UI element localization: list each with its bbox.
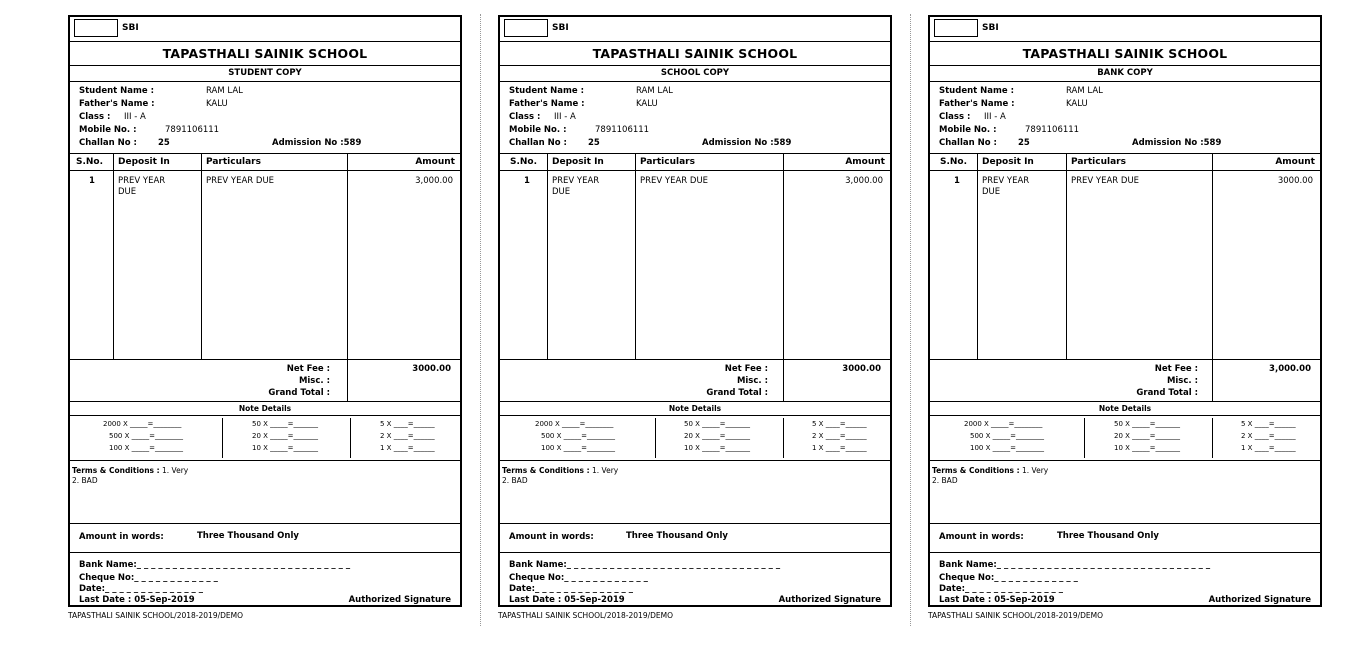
grand-total-label: Grand Total :	[268, 388, 330, 398]
note-50: 50 X _____=_______	[252, 420, 319, 428]
amount-words-section	[70, 524, 460, 553]
row-particulars: PREV YEAR DUE	[640, 176, 709, 186]
cheque-label: Cheque No:	[79, 573, 135, 583]
col-amount-header: Amount	[845, 157, 885, 167]
bank-name: SBI	[552, 23, 569, 33]
student-info	[70, 82, 460, 154]
bank-details-section	[930, 553, 1320, 608]
note-50: 50 X _____=_______	[684, 420, 751, 428]
student-name-label: Student Name :	[79, 86, 154, 96]
net-fee-value: 3,000.00	[1269, 364, 1311, 374]
admission-value: 589	[773, 138, 792, 148]
table-header	[500, 154, 890, 171]
row-deposit-line1: PREV YEAR	[552, 176, 600, 186]
bank-header	[70, 17, 460, 42]
last-date-label: Last Date :	[79, 595, 132, 605]
table-row	[500, 171, 890, 360]
cheque-blank: _ _ _ _ _ _ _ _ _ _ _ _	[564, 573, 648, 583]
footer-text: TAPASTHALI SAINIK SCHOOL/2018-2019/DEMO	[928, 611, 1104, 620]
note-500: 500 X _____=________	[541, 432, 615, 440]
date-label: Date:	[939, 584, 966, 594]
date-blank: _ _ _ _ _ _ _ _ _ _ _ _ _ _	[105, 584, 204, 594]
admission-label: Admission No :	[702, 138, 774, 148]
amount-words-section	[500, 524, 890, 553]
bank-logo-box	[504, 19, 548, 37]
challan-box	[498, 15, 892, 607]
note-1: 1 X ____=______	[380, 444, 435, 452]
terms-label: Terms & Conditions :	[932, 466, 1020, 475]
terms-line1: 1. Very	[592, 466, 619, 475]
net-fee-label: Net Fee :	[724, 364, 768, 374]
amount-words-value: Three Thousand Only	[626, 531, 728, 541]
date-blank: _ _ _ _ _ _ _ _ _ _ _ _ _ _	[965, 584, 1064, 594]
father-name-label: Father's Name :	[939, 99, 1015, 109]
row-amount: 3,000.00	[415, 176, 453, 186]
note-details-heading: Note Details	[70, 402, 460, 416]
terms-line1: 1. Very	[162, 466, 189, 475]
admission-value: 589	[343, 138, 362, 148]
father-name-label: Father's Name :	[509, 99, 585, 109]
note-details-heading: Note Details	[930, 402, 1320, 416]
note-100: 100 X _____=________	[109, 444, 183, 452]
class-value: III - A	[984, 112, 1006, 122]
terms-label: Terms & Conditions :	[72, 466, 160, 475]
footer-text: TAPASTHALI SAINIK SCHOOL/2018-2019/DEMO	[68, 611, 244, 620]
school-name: TAPASTHALI SAINIK SCHOOL	[70, 42, 460, 66]
mobile-value: 7891106111	[165, 125, 220, 135]
col-particulars-header: Particulars	[640, 157, 695, 167]
amount-words-label: Amount in words:	[939, 532, 1024, 542]
row-deposit-line2: DUE	[118, 187, 137, 197]
totals-section	[70, 360, 460, 402]
col-deposit-header: Deposit In	[118, 157, 170, 167]
row-amount: 3,000.00	[845, 176, 883, 186]
mobile-value: 7891106111	[595, 125, 650, 135]
copy-label: BANK COPY	[930, 66, 1320, 82]
terms-label: Terms & Conditions :	[502, 466, 590, 475]
bank-details-section	[500, 553, 890, 608]
class-label: Class :	[509, 112, 541, 122]
father-name-value: KALU	[1066, 99, 1088, 109]
note-500: 500 X _____=________	[109, 432, 183, 440]
class-value: III - A	[124, 112, 146, 122]
row-amount: 3000.00	[1277, 176, 1313, 186]
mobile-label: Mobile No. :	[939, 125, 997, 135]
note-1: 1 X ____=______	[1241, 444, 1296, 452]
col-particulars-header: Particulars	[1071, 157, 1126, 167]
row-sno: 1	[524, 176, 530, 186]
note-2: 2 X ____=______	[380, 432, 435, 440]
copy-label: SCHOOL COPY	[500, 66, 890, 82]
bank-header	[500, 17, 890, 42]
bank-name-blank: _ _ _ _ _ _ _ _ _ _ _ _ _ _ _ _ _ _ _ _ _ _ _ _ _ _ _ _ _ _	[566, 560, 781, 570]
student-name-value: RAM LAL	[636, 86, 673, 96]
challan-box	[68, 15, 462, 607]
note-20: 20 X _____=_______	[1114, 432, 1181, 440]
copy-separator	[480, 14, 481, 626]
bank-logo-box	[934, 19, 978, 37]
note-details-grid	[500, 416, 890, 461]
father-name-value: KALU	[206, 99, 228, 109]
last-date-label: Last Date :	[509, 595, 562, 605]
bank-name: SBI	[122, 23, 139, 33]
note-50: 50 X _____=_______	[1114, 420, 1181, 428]
date-blank: _ _ _ _ _ _ _ _ _ _ _ _ _ _	[535, 584, 634, 594]
col-deposit-header: Deposit In	[552, 157, 604, 167]
col-amount-header: Amount	[1275, 157, 1315, 167]
amount-words-label: Amount in words:	[509, 532, 594, 542]
class-label: Class :	[79, 112, 111, 122]
challan-school-copy	[498, 15, 892, 620]
challan-label: Challan No :	[509, 138, 567, 148]
authorized-signature: Authorized Signature	[1208, 595, 1311, 605]
row-deposit-line1: PREV YEAR	[982, 176, 1030, 186]
table-row	[930, 171, 1320, 360]
date-label: Date:	[79, 584, 106, 594]
totals-section	[930, 360, 1320, 402]
terms-line1: 1. Very	[1022, 466, 1049, 475]
bank-name: SBI	[982, 23, 999, 33]
last-date-value: 05-Sep-2019	[134, 595, 195, 605]
misc-label: Misc. :	[1166, 376, 1198, 386]
student-name-label: Student Name :	[509, 86, 584, 96]
mobile-label: Mobile No. :	[509, 125, 567, 135]
note-10: 10 X _____=_______	[1114, 444, 1181, 452]
student-name-label: Student Name :	[939, 86, 1014, 96]
student-info	[500, 82, 890, 154]
note-2: 2 X ____=______	[812, 432, 867, 440]
authorized-signature: Authorized Signature	[778, 595, 881, 605]
challan-value: 25	[588, 138, 600, 148]
amount-words-value: Three Thousand Only	[1057, 531, 1159, 541]
challan-value: 25	[158, 138, 170, 148]
amount-words-section	[930, 524, 1320, 553]
table-row	[70, 171, 460, 360]
father-name-value: KALU	[636, 99, 658, 109]
footer-text: TAPASTHALI SAINIK SCHOOL/2018-2019/DEMO	[498, 611, 674, 620]
net-fee-value: 3000.00	[412, 364, 451, 374]
bank-header	[930, 17, 1320, 42]
note-100: 100 X _____=________	[541, 444, 615, 452]
note-2000: 2000 X _____=________	[535, 420, 614, 428]
student-name-value: RAM LAL	[1066, 86, 1103, 96]
note-2000: 2000 X _____=________	[964, 420, 1043, 428]
bank-name-blank: _ _ _ _ _ _ _ _ _ _ _ _ _ _ _ _ _ _ _ _ _ _ _ _ _ _ _ _ _ _	[996, 560, 1211, 570]
copy-label: STUDENT COPY	[70, 66, 460, 82]
amount-words-label: Amount in words:	[79, 532, 164, 542]
last-date-value: 05-Sep-2019	[564, 595, 625, 605]
terms-line2: 2. BAD	[72, 476, 98, 485]
terms-line2: 2. BAD	[932, 476, 958, 485]
authorized-signature: Authorized Signature	[348, 595, 451, 605]
terms-line2: 2. BAD	[502, 476, 528, 485]
challan-bank-copy	[928, 15, 1322, 620]
net-fee-label: Net Fee :	[1154, 364, 1198, 374]
cheque-label: Cheque No:	[509, 573, 565, 583]
bank-name-label: Bank Name:	[509, 560, 567, 570]
note-details-grid	[930, 416, 1320, 461]
note-details-heading: Note Details	[500, 402, 890, 416]
mobile-label: Mobile No. :	[79, 125, 137, 135]
admission-value: 589	[1203, 138, 1222, 148]
bank-name-label: Bank Name:	[79, 560, 137, 570]
school-name: TAPASTHALI SAINIK SCHOOL	[500, 42, 890, 66]
terms-section	[930, 461, 1320, 524]
note-5: 5 X ____=______	[380, 420, 435, 428]
misc-label: Misc. :	[298, 376, 330, 386]
school-name: TAPASTHALI SAINIK SCHOOL	[930, 42, 1320, 66]
date-label: Date:	[509, 584, 536, 594]
note-10: 10 X _____=_______	[684, 444, 751, 452]
row-deposit-line2: DUE	[552, 187, 571, 197]
col-amount-header: Amount	[415, 157, 455, 167]
copy-separator	[910, 14, 911, 626]
grand-total-label: Grand Total :	[706, 388, 768, 398]
admission-label: Admission No :	[1132, 138, 1204, 148]
challan-label: Challan No :	[939, 138, 997, 148]
bank-name-blank: _ _ _ _ _ _ _ _ _ _ _ _ _ _ _ _ _ _ _ _ _ _ _ _ _ _ _ _ _ _	[136, 560, 351, 570]
challan-value: 25	[1018, 138, 1030, 148]
row-particulars: PREV YEAR DUE	[1071, 176, 1140, 186]
mobile-value: 7891106111	[1025, 125, 1080, 135]
cheque-label: Cheque No:	[939, 573, 995, 583]
bank-details-section	[70, 553, 460, 608]
note-20: 20 X _____=_______	[684, 432, 751, 440]
bank-name-label: Bank Name:	[939, 560, 997, 570]
note-10: 10 X _____=_______	[252, 444, 319, 452]
col-particulars-header: Particulars	[206, 157, 261, 167]
net-fee-value: 3000.00	[842, 364, 881, 374]
totals-section	[500, 360, 890, 402]
note-2000: 2000 X _____=________	[103, 420, 182, 428]
last-date-label: Last Date :	[939, 595, 992, 605]
class-label: Class :	[939, 112, 971, 122]
student-name-value: RAM LAL	[206, 86, 243, 96]
challan-student-copy	[68, 15, 462, 620]
col-sno-header: S.No.	[940, 157, 968, 167]
row-deposit-line1: PREV YEAR	[118, 176, 166, 186]
cheque-blank: _ _ _ _ _ _ _ _ _ _ _ _	[994, 573, 1078, 583]
note-details-grid	[70, 416, 460, 461]
row-sno: 1	[954, 176, 960, 186]
note-100: 100 X _____=________	[970, 444, 1044, 452]
col-sno-header: S.No.	[510, 157, 538, 167]
misc-label: Misc. :	[736, 376, 768, 386]
challan-box	[928, 15, 1322, 607]
challan-label: Challan No :	[79, 138, 137, 148]
row-deposit-line2: DUE	[982, 187, 1001, 197]
note-5: 5 X ____=______	[1241, 420, 1296, 428]
admission-label: Admission No :	[272, 138, 344, 148]
bank-logo-box	[74, 19, 118, 37]
note-5: 5 X ____=______	[812, 420, 867, 428]
cheque-blank: _ _ _ _ _ _ _ _ _ _ _ _	[134, 573, 218, 583]
table-header	[70, 154, 460, 171]
col-deposit-header: Deposit In	[982, 157, 1034, 167]
amount-words-value: Three Thousand Only	[197, 531, 299, 541]
row-particulars: PREV YEAR DUE	[206, 176, 275, 186]
net-fee-label: Net Fee :	[286, 364, 330, 374]
last-date-value: 05-Sep-2019	[994, 595, 1055, 605]
row-sno: 1	[89, 176, 95, 186]
note-1: 1 X ____=______	[812, 444, 867, 452]
terms-section	[70, 461, 460, 524]
col-sno-header: S.No.	[76, 157, 104, 167]
terms-section	[500, 461, 890, 524]
table-header	[930, 154, 1320, 171]
note-20: 20 X _____=_______	[252, 432, 319, 440]
father-name-label: Father's Name :	[79, 99, 155, 109]
student-info	[930, 82, 1320, 154]
note-500: 500 X _____=________	[970, 432, 1044, 440]
class-value: III - A	[554, 112, 576, 122]
note-2: 2 X ____=______	[1241, 432, 1296, 440]
grand-total-label: Grand Total :	[1136, 388, 1198, 398]
